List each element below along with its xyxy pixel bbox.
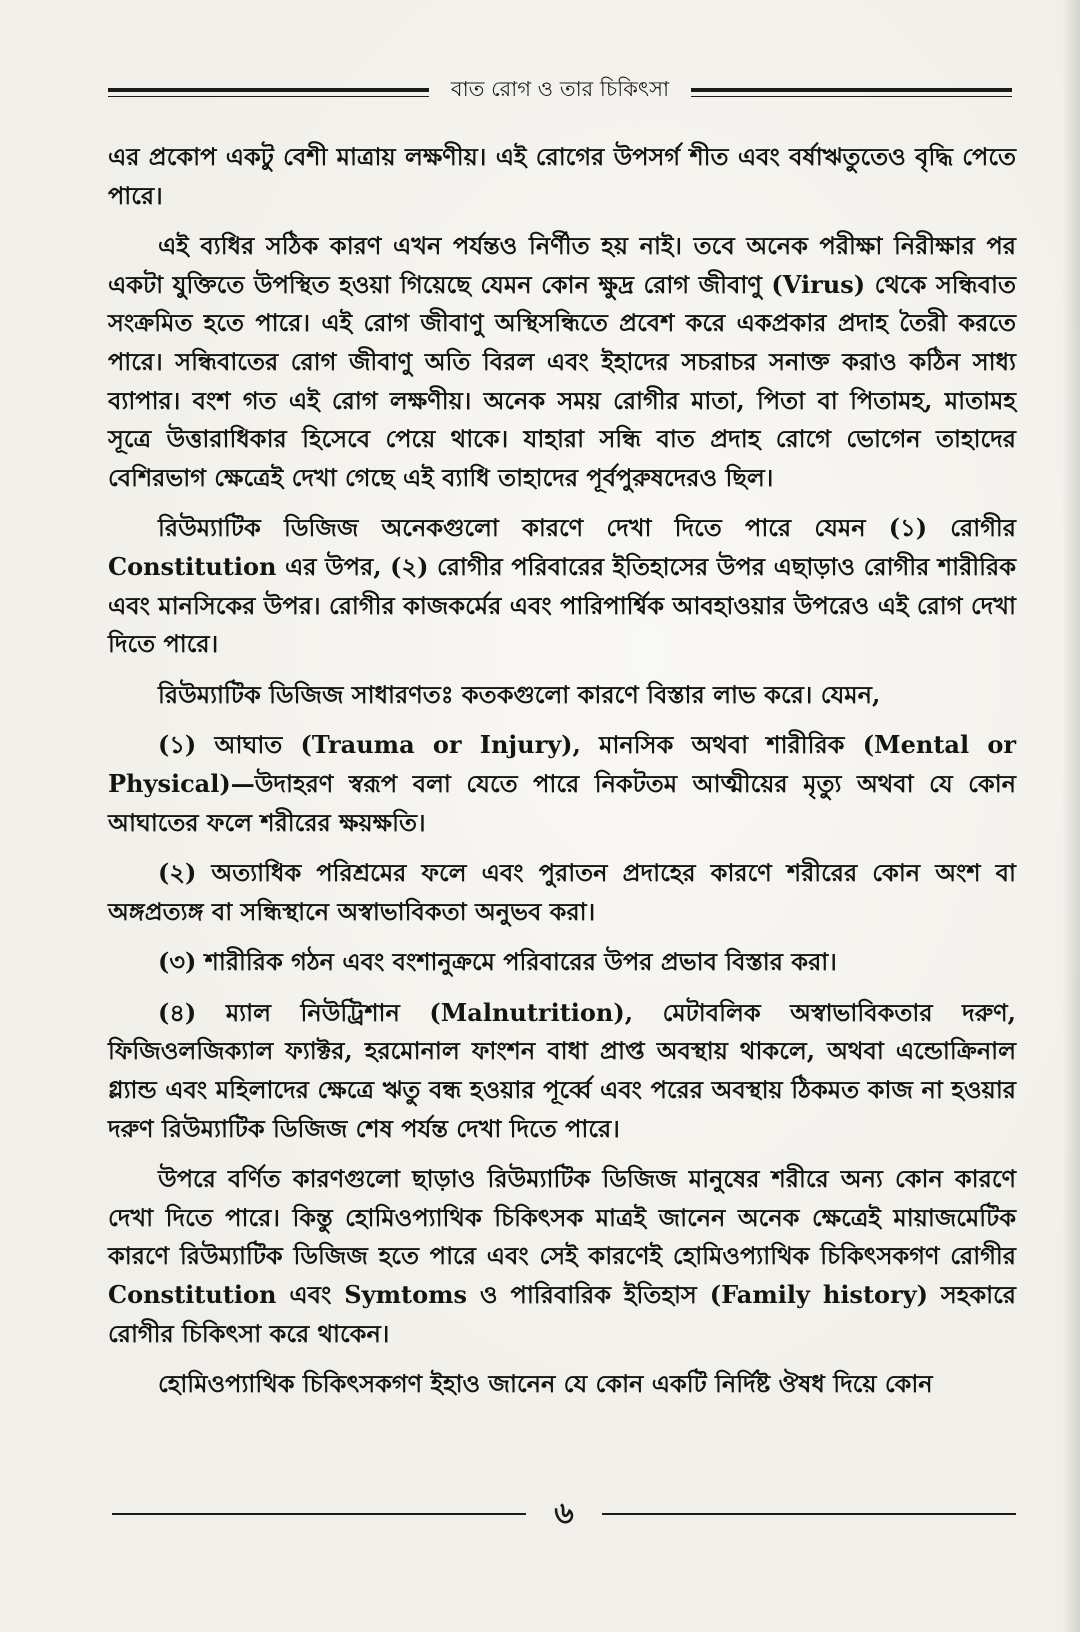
- cause-item-2: (২) অত্যাধিক পরিশ্রমের ফলে এবং পুরাতন প্রদাহের কারণে শরীরের কোন অংশ বা অঙ্গপ্রত্যঙ্গ বা সন্ধিস্থানে অস্বাভাবিকতা অনুভব করা।: [108, 858, 1016, 926]
- footer-rule-right: [602, 1513, 1016, 1515]
- header-rule-left: [108, 88, 429, 92]
- cause-item-1: (১) আঘাত (Trauma or Injury), মানসিক অথবা শারীরিক (Mental or Physical)—উদাহরণ স্বরূপ বলা যেতে পারে নিকটতম আত্মীয়ের মৃত্যু অথবা যে কোন আঘাতের ফলে শরীরের ক্ষয়ক্ষতি।: [108, 730, 1016, 837]
- book-title: বাত রোগ ও তার চিকিৎসা: [450, 76, 670, 101]
- paragraph-4: রিউম্যাটিক ডিজিজ সাধারণতঃ কতকগুলো কারণে বিস্তার লাভ করে। যেমন,: [158, 679, 881, 709]
- header-rule-right: [691, 88, 1012, 92]
- paragraph-3: রিউম্যাটিক ডিজিজ অনেকগুলো কারণে দেখা দিতে পারে যেমন (১) রোগীর Constitution এর উপর, (২) রোগীর পরিবারের ইতিহাসের উপর এছাড়াও রোগীর শারীরিক এবং মানসিকের উপর। রোগীর কাজকর্মের এবং পারিপার্শ্বিক আবহাওয়ার উপরেও এই রোগ দেখা দিতে পারে।: [108, 513, 1016, 659]
- paragraph-10: হোমিওপ্যাথিক চিকিৎসকগণ ইহাও জানেন যে কোন একটি নির্দিষ্ট ঔষধ দিয়ে কোন: [158, 1369, 933, 1399]
- running-header: [108, 70, 1012, 110]
- paragraph-9: উপরে বর্ণিত কারণগুলো ছাড়াও রিউম্যাটিক ডিজিজ মানুষের শরীরে অন্য কোন কারণে দেখা দিতে পারে। কিন্তু হোমিওপ্যাথিক চিকিৎসক মাত্রই জানেন অনেক ক্ষেত্রেই মায়াজমেটিক কারণে রিউম্যাটিক ডিজিজ হতে পারে এবং সেই কারণেই হোমিওপ্যাথিক চিকিৎসকগণ রোগীর Constitution এবং Symtoms ও পারিবারিক ইতিহাস (Family history) সহকারে রোগীর চিকিৎসা করে থাকেন।: [108, 1164, 1016, 1348]
- paragraph-2: এই ব্যধির সঠিক কারণ এখন পর্যন্তও নির্ণীত হয় নাই। তবে অনেক পরীক্ষা নিরীক্ষার পর একটা যুক্তিতে উপস্থিত হওয়া গিয়েছে যেমন কোন ক্ষুদ্র রোগ জীবাণু (Virus) থেকে সন্ধিবাত সংক্রমিত হতে পারে। এই রোগ জীবাণু অস্থিসন্ধিতে প্রবেশ করে একপ্রকার প্রদাহ তৈরী করতে পারে। সন্ধিবাতের রোগ জীবাণু অতি বিরল এবং ইহাদের সচরাচর সনাক্ত করাও কঠিন সাধ্য ব্যাপার। বংশ গত এই রোগ লক্ষণীয়। অনেক সময় রোগীর মাতা, পিতা বা পিতামহ, মাতামহ সূত্রে উত্তারাধিকার হিসেবে পেয়ে থাকে। যাহারা সন্ধি বাত প্রদাহ রোগে ভোগেন তাহাদের বেশিরভাগ ক্ষেত্রেই দেখা গেছে এই ব্যাধি তাহাদের পূর্বপুরুষদেরও ছিল।: [108, 231, 1016, 492]
- page-body: [108, 138, 1016, 1416]
- running-footer: [112, 1494, 1016, 1534]
- paragraph-1: এর প্রকোপ একটু বেশী মাত্রায় লক্ষণীয়। এই রোগের উপসর্গ শীত এবং বর্ষাঋতুতেও বৃদ্ধি পেতে পারে।: [108, 142, 1016, 210]
- page-number: ৬: [554, 1495, 574, 1531]
- cause-item-3: (৩) শারীরিক গঠন এবং বংশানুক্রমে পরিবারের উপর প্রভাব বিস্তার করা।: [158, 947, 837, 977]
- cause-item-4: (৪) ম্যাল নিউট্রিশান (Malnutrition), মেটাবলিক অস্বাভাবিকতার দরুণ, ফিজিওলজিক্যাল ফ্যাক্টর, হরমোনাল ফাংশন বাধা প্রাপ্ত অবস্থায় থাকলে, অথবা এন্ডোক্রিনাল গ্ল্যান্ড এবং মহিলাদের ক্ষেত্রে ঋতু বন্ধ হওয়ার পূর্ব্বে এবং পরের অবস্থায় ঠিকমত কাজ না হওয়ার দরুণ রিউম্যাটিক ডিজিজ শেষ পর্যন্ত দেখা দিতে পারে।: [108, 997, 1016, 1143]
- footer-rule-left: [112, 1513, 526, 1515]
